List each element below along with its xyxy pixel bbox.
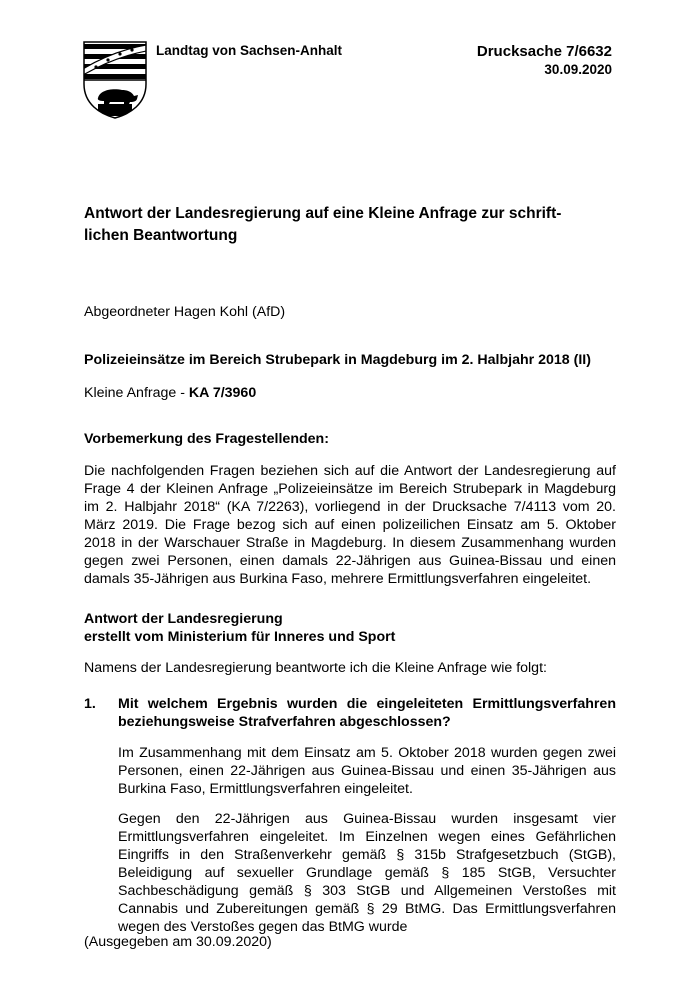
answer-heading-line-1: Antwort der Landesregierung: [84, 611, 283, 627]
document-title: [84, 203, 616, 247]
question-1-number: 1.: [84, 696, 96, 712]
member-of-parliament: Abgeordneter Hagen Kohl (AfD): [84, 304, 286, 320]
issued-date-footer: (Ausgegeben am 30.09.2020): [84, 934, 272, 950]
answer-intro: Namens der Landesregierung beantworte ich die Kleine Anfrage wie folgt:: [84, 660, 547, 676]
answer-heading-line-2: erstellt vom Ministerium für Inneres und Sport: [84, 629, 396, 645]
preliminary-heading: Vorbemerkung des Fragestellenden:: [84, 431, 329, 447]
inquiry-number: KA 7/3960: [188, 385, 257, 401]
title-line-1: Antwort der Landesregierung auf eine Kleine Anfrage zur schrift-: [84, 205, 562, 222]
title-line-2: lichen Beantwortung: [84, 227, 238, 244]
document-number-block: [477, 43, 612, 79]
inquiry-prefix: Kleine Anfrage -: [84, 385, 189, 401]
organization-name: Landtag von Sachsen-Anhalt: [156, 43, 343, 58]
document-date: 30.09.2020: [544, 62, 612, 77]
answer-1-paragraph-2: Gegen den 22-Jährigen aus Guinea-Bissau wurden insgesamt vier Ermittlungsverfahren eingeleitet. Im Einzelnen wegen eines Gefährlichen Eingriffs in den Straßenverkehr gemäß § 315b Strafgesetzbuch (StGB), Beleidigung auf sexueller Grundlage gemäß § 185 StGB, Versuchter Sachbeschädigung gemäß § 303 StGB und Allgemeinen Verstoßes mit Cannabis und Zubereitungen gemäß § 29 BtMG. Das Ermittlungsverfahren wegen des Verstoßes gegen das BtMG wurde: [118, 811, 616, 935]
document-number: Drucksache 7/6632: [476, 43, 612, 60]
preliminary-text: Die nachfolgenden Fragen beziehen sich auf die Antwort der Landesregierung auf Frage 4 der Kleinen Anfrage „Polizeieinsätze im Bereich Strubepark in Magdeburg im 2. Halbjahr 2018“ (KA 7/2263), vorliegend in der Drucksache 7/4113 vom 20. März 2019. Die Frage bezog sich auf einen polizeilichen Einsatz am 5. Oktober 2018 in der Warschauer Straße in Magdeburg. In diesem Zusammenhang wurden gegen zwei Personen, einen damals 22-Jährigen aus Guinea-Bissau und einen damals 35-Jährigen aus Burkina Faso, mehrere Ermittlungsverfahren eingeleitet.: [84, 463, 616, 587]
coat-of-arms-logo: [82, 40, 148, 120]
inquiry-reference: [84, 384, 616, 402]
answer-heading: [84, 610, 616, 646]
question-1-text: Mit welchem Ergebnis wurden die eingeleiteten Ermittlungsverfahren beziehungsweise Strafverfahren abgeschlossen?: [118, 696, 616, 730]
answer-1-paragraph-1: Im Zusammenhang mit dem Einsatz am 5. Oktober 2018 wurden gegen zwei Personen, einen 22-Jährigen aus Guinea-Bissau und einen 35-Jährigen aus Burkina Faso, Ermittlungsverfahren eingeleitet.: [118, 745, 616, 797]
inquiry-subject: Polizeieinsätze im Bereich Strubepark in Magdeburg im 2. Halbjahr 2018 (II): [84, 352, 591, 368]
